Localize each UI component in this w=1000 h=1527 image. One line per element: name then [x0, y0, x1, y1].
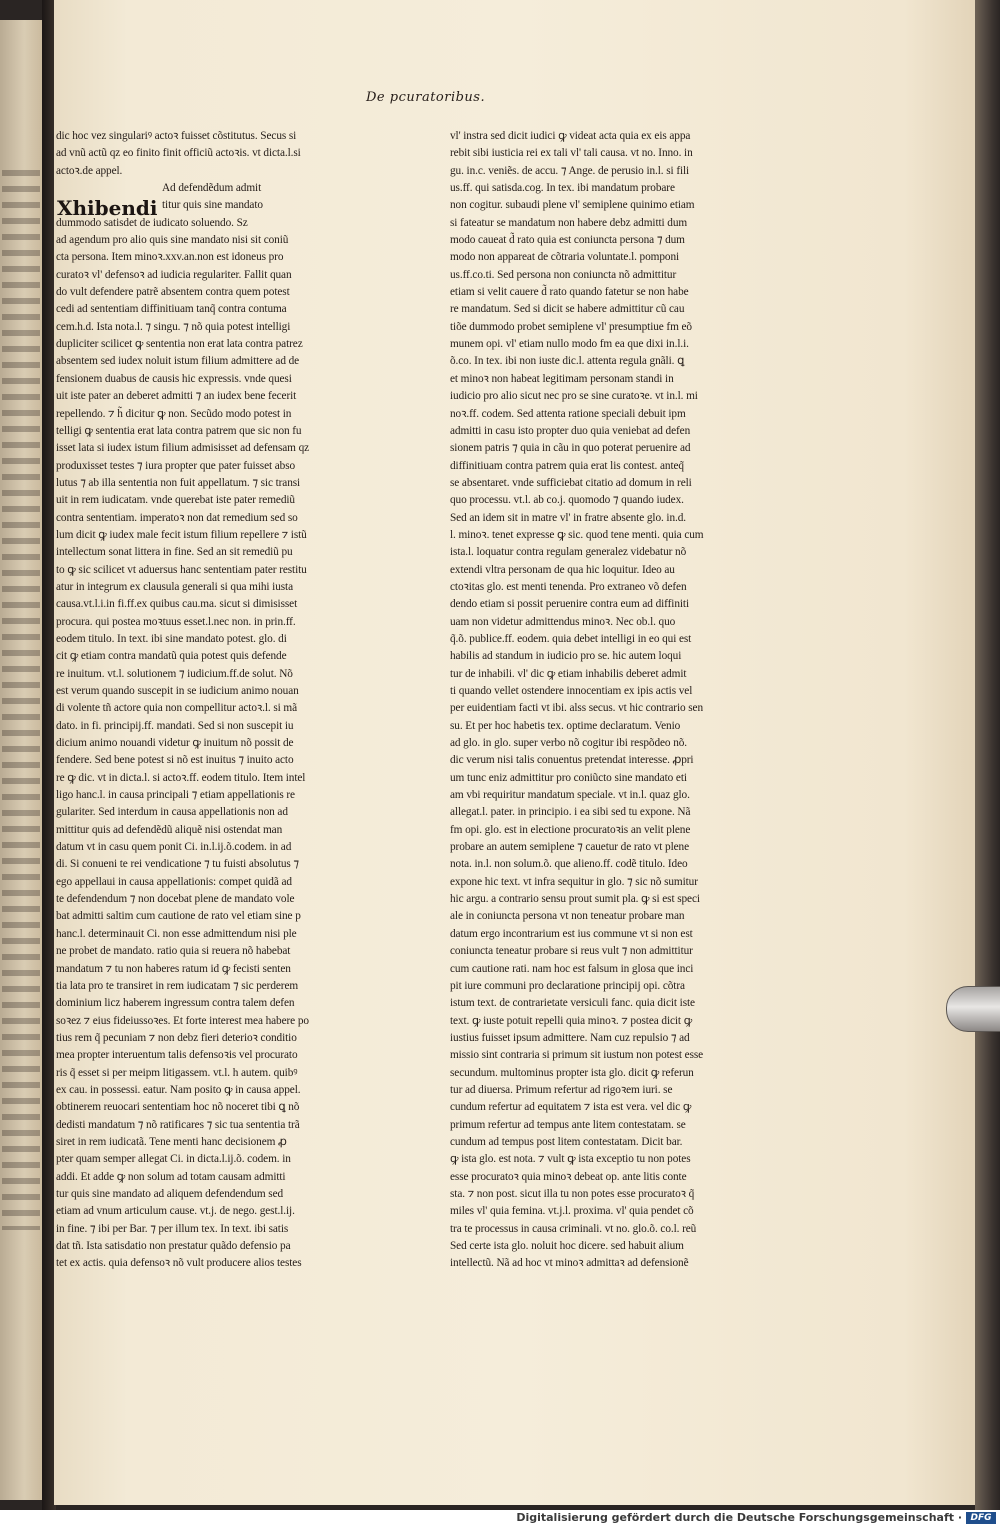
book-page [54, 0, 978, 1505]
text-line: produxisset testes ⁊ iura propter que pater fuisset abso [56, 459, 296, 472]
funding-credit: Digitalisierung gefördert durch die Deutsche Forschungsgemeinschaft · [516, 1511, 962, 1524]
text-line: mandatum ⁊ tu non haberes ratum id ꝙ fecisti senten [56, 962, 291, 975]
text-line: re inuitum. vt.l. solutionem ⁊ iudicium.ff.de solut. Nõ [56, 667, 293, 680]
text-line: intellectũ. Nã ad hoc vt minoꝛ admittaꝛ ad defensionẽ [450, 1257, 689, 1270]
text-line: cit ꝙ etiam contra mandatũ quia potest quis defende [56, 650, 287, 663]
text-line: uit in rem iudicatam. vnde querebat iste pater remediũ [56, 494, 295, 507]
text-line: rebit sibi iusticia rei ex tali vl' tali causa. vt no. Inno. in [450, 147, 693, 160]
text-line: telligi ꝙ sententia erat lata contra patrem que sic non fu [56, 424, 302, 437]
text-line: uam non videtur admittendus minoꝛ. Nec ob.l. quo [450, 615, 676, 628]
text-line: cundum ad tempus post litem contestatam. Dicit bar. [450, 1135, 683, 1148]
text-line: do vult defendere patrẽ absentem contra quem potest [56, 286, 290, 299]
text-line: dic hoc vez singulariꝰ actoꝛ fuisset cõstitutus. Secus si [56, 130, 297, 142]
text-line: non cogitur. subaudi plene vl' semiplene quinimo etiam [450, 199, 695, 212]
text-line: ad vnũ actũ qz eo finito finit officiũ actoꝛis. vt dicta.l.si [56, 147, 301, 160]
text-line: dummodo satisdet de iudicato soluendo. Sz [56, 216, 248, 229]
text-line: esse procuratoꝛ quia minoꝛ debeat op. ante litis conte [450, 1170, 687, 1183]
text-line: iustius fuisset ipsum admittere. Nam cuz repulsio ⁊ ad [450, 1031, 690, 1044]
text-line: datum ergo incontrarium est ius commune vt si non est [450, 927, 693, 940]
text-line: mea propter interuentum talis defensoꝛis vel procurato [56, 1049, 298, 1062]
text-line: titur quis sine mandato [162, 199, 263, 212]
text-line: to ꝙ sic scilicet vt aduersus hanc sententiam pater restitu [56, 563, 307, 576]
text-line: secundum. multominus propter ista glo. dicit ꝙ referun [450, 1066, 694, 1079]
running-head: De pcuratoribus. [366, 90, 486, 105]
text-line: uit iste pater an deberet admitti ⁊ an iudex bene fecerit [56, 390, 297, 403]
text-line: absentem sed iudex noluit istum filium admittere ad de [56, 355, 300, 368]
text-line: tur quis sine mandato ad aliquem defendendum sed [56, 1187, 284, 1200]
text-line: primum refertur ad tempus ante litem contestatam. se [450, 1118, 686, 1131]
text-line: di volente tñ actore quia non compellitur actoꝛ.l. si mã [56, 702, 298, 715]
text-line: in fine. ⁊ ibi per Bar. ⁊ per illum tex. In text. ibi satis [56, 1222, 289, 1235]
text-line: etiam si velit cauere d̃ rato quando fatetur se non habe [450, 286, 689, 299]
text-line: intellectum sonat littera in fine. Sed an sit remediũ pu [56, 546, 293, 559]
text-line: sta. ⁊ non post. sicut illa tu non potes esse procuratoꝛ q̃ [450, 1187, 695, 1200]
text-line: atur in integrum ex clausula generali si qua mihi iusta [56, 580, 294, 593]
text-line: ris q̃ esset si per meipm litigassem. vt.l. h autem. quibꝰ [56, 1066, 298, 1079]
text-line: dic verum nisi talis conuentus pretendat interesse. ꝓpri [450, 754, 694, 767]
text-line: dat tñ. Ista satisdatio non prestatur quãdo defensio pa [56, 1240, 291, 1252]
text-line: ctoꝛitas glo. est menti tenenda. Pro extraneo võ defen [450, 580, 687, 593]
book-clasp [946, 986, 1000, 1032]
text-line: dedisti mandatum ⁊ nõ ratificares ⁊ sic tua sententia trã [56, 1118, 300, 1131]
text-line: di. Si conueni te rei vendicatione ⁊ tu fuisti absolutus ⁊ [56, 858, 299, 871]
text-line: us.ff.co.ti. Sed persona non coniuncta nõ admittitur [450, 268, 677, 281]
page-fore-edge [975, 0, 1000, 1510]
text-line: allegat.l. pater. in principio. i ea sibi sed tu expone. Nã [450, 806, 691, 819]
text-line: est verum quando suscepit in se iudicium animo nouan [56, 685, 299, 697]
text-line: siret in rem iudicatã. Tene menti hanc decisionem ꝓ [56, 1135, 287, 1148]
dfg-logo-icon: DFG [966, 1512, 996, 1524]
text-line: ex cau. in possessi. eatur. Nam posito ꝙ in causa appel. [56, 1083, 301, 1096]
text-line: hanc.l. determinauit Ci. non esse admittendum nisi ple [56, 927, 297, 940]
text-line: admitti in casu isto propter duo quia veniebat ad defen [450, 424, 691, 437]
text-line: su. Et per hoc habetis tex. optime declaratum. Venio [450, 719, 681, 732]
text-line: per euidentiam facti vt ibi. alss secus. vt hic contrario sen [450, 702, 704, 715]
footer-bar [0, 1510, 1000, 1527]
text-line: Sed certe ista glo. noluit hoc dicere. sed habuit alium [450, 1240, 684, 1252]
text-line: tiõe dummodo probet semiplene vl' presumptiue fm eõ [450, 320, 692, 333]
text-line: dupliciter scilicet ꝙ sententia non erat lata contra patrez [56, 338, 303, 351]
text-line: hic argu. a contrario sensu prout sumit pla. ꝙ si est speci [450, 893, 700, 906]
text-line: am vbi requiritur mandatum speciale. vt in.l. quaz glo. [450, 789, 690, 802]
text-line: tius rem q̃ pecuniam ⁊ non debz fieri deterioꝛ conditio [56, 1031, 297, 1044]
text-line: ad glo. in glo. super verbo nõ cogitur ibi respõdeo nõ. [450, 737, 688, 750]
text-line: addi. Et adde ꝙ non solum ad totam causam admitti [56, 1170, 286, 1183]
text-line: extendi vltra personam de qua hic loquitur. Ideo au [450, 563, 675, 576]
text-line: miles vl' quia femina. vt.j.l. proxima. vl' quia pendet cõ [450, 1205, 694, 1218]
text-line: fensionem duabus de causis hic expressis. vnde quesi [56, 372, 292, 385]
text-line: l. minoꝛ. tenet expresse ꝙ sic. quod tene menti. quia cum [450, 528, 704, 541]
text-line: modo caueat d̃ rato quia est coniuncta persona ⁊ dum [450, 234, 685, 247]
text-line: ne probet de mandato. ratio quia si reuera nõ habebat [56, 945, 291, 958]
text-line: missio sint contraria si primum sit iustum non potest esse [450, 1049, 704, 1062]
text-line: dendo etiam si possit peruenire contra eum ad diffiniti [450, 598, 689, 611]
text-line: gulariter. Sed interdum in causa appellationis non ad [56, 806, 288, 819]
text-line: us.ff. qui satisda.cog. In tex. ibi mandatum probare [450, 182, 675, 195]
text-line: re ꝙ dic. vt in dicta.l. si actoꝛ.ff. eodem titulo. Item intel [56, 771, 306, 784]
text-line: cundum refertur ad equitatem ⁊ ista est vera. vel dic ꝙ [450, 1101, 692, 1114]
text-line: contra sententiam. imperatoꝛ non dat remedium sed so [56, 511, 298, 524]
text-line: tra te processus in causa criminali. vt no. glo.õ. co.l. reũ [450, 1222, 697, 1235]
text-line: repellendo. ⁊ h̃ dicitur ꝙ non. Secũdo modo potest in [56, 407, 292, 420]
text-line: vl' instra sed dicit iudici ꝙ videat acta quia ex eis appa [450, 130, 691, 142]
text-line: pter quam semper allegat Ci. in dicta.l.ij.õ. codem. in [56, 1153, 291, 1166]
text-line: cta persona. Item minoꝛ.xxv.an.non est idoneus pro [56, 251, 284, 264]
text-line: soꝛez ⁊ eius fideiussoꝛes. Et forte interest mea habere po [56, 1014, 309, 1027]
text-line: iudicio pro alio sicut nec pro se sine curatoꝛe. vt in.l. mi [450, 390, 698, 403]
text-line: diffinitiuam contra patrem quia erat lis contest. anteq̃ [450, 459, 684, 472]
text-line: Sed an idem sit in matre vl' in fratre absente glo. in.d. [450, 511, 687, 524]
text-line: coniuncta teneatur probare si reus vult ⁊ non admittitur [450, 945, 693, 958]
text-line: ista.l. loquatur contra regulam generalez videbatur nõ [450, 546, 687, 559]
text-line: dominium licz haberem ingressum contra talem defen [56, 997, 295, 1010]
facing-page-text-fragment [2, 170, 40, 1230]
text-line: cum cautione rati. nam hoc est falsum in glosa que inci [450, 962, 694, 975]
text-line: ꝙ ista glo. est nota. ⁊ vult ꝙ ista exceptio tu non potes [450, 1153, 691, 1166]
text-line: bat admitti saltim cum cautione de rato vel etiam sine p [56, 910, 301, 923]
text-line: fm opi. glo. est in electione procuratoꝛis an velit plene [450, 823, 691, 836]
text-line: cem.h.d. Ista nota.l. ⁊ singu. ⁊ nõ quia potest intelligi [56, 320, 291, 333]
text-line: modo non appareat de cõtraria voluntate.l. pomponi [450, 251, 680, 264]
text-line: tia lata pro te transiret in rem iudicatam ⁊ sic perderem [56, 979, 299, 992]
text-line: habilis ad standum in iudicio pro se. hic autem loqui [450, 650, 682, 663]
text-line: lum dicit ꝙ iudex male fecit istum filium repellere ⁊ istũ [56, 528, 307, 541]
text-line: Ad defendẽdum admit [162, 182, 262, 195]
right-text-column [450, 128, 760, 1273]
text-line: te defendendum ⁊ non docebat plene de mandato vole [56, 893, 295, 906]
text-line: tur ad diuersa. Primum refertur ad rigoꝛem iuri. se [450, 1083, 673, 1096]
left-text-column [56, 128, 368, 1273]
text-line: re mandatum. Sed si dicit se habere admittitur cũ cau [450, 303, 685, 316]
text-line: ligo hanc.l. in causa principali ⁊ etiam appellationis re [56, 789, 295, 802]
text-line: q̃.õ. publice.ff. eodem. quia debet intelligi in eo qui est [450, 632, 692, 645]
text-line: istum text. de contrarietate versiculi fanc. quia dicit iste [450, 997, 695, 1010]
text-line: isset lata si iudex istum filium admisisset ad defensam qz [56, 442, 310, 455]
text-line: tet ex actis. quia defensoꝛ nõ vult producere alios testes [56, 1257, 302, 1270]
text-line: cedi ad sententiam diffinitiuam tanq̃ contra contuma [56, 303, 287, 316]
text-line: datum vt in casu quem ponit Ci. in.l.ij.õ.codem. in ad [56, 841, 292, 854]
text-line: curatoꝛ vl' defensoꝛ ad iudicia regulariter. Fallit quan [56, 268, 292, 281]
text-line: pit iure communi pro declaratione principij opi. cõtra [450, 979, 685, 992]
text-line: um tunc eniz admittitur pro coniũcto sine mandato eti [450, 771, 687, 784]
text-line: õ.co. In tex. ibi non iuste dic.l. attenta regula gnãli. ꝗ [450, 355, 685, 368]
text-line: munem opi. vl' etiam nullo modo fm ea que dixi in.l.i. [450, 338, 689, 351]
text-line: si fateatur se mandatum non habere debz admitti dum [450, 216, 688, 229]
text-line: gu. in.c. veniẽs. de accu. ⁊ Ange. de perusio in.l. si fili [450, 164, 690, 177]
text-line: nota. in.l. non solum.õ. que alieno.ff. codẽ titulo. Ideo [450, 858, 688, 871]
text-line: ti quando vellet ostendere innocentiam ex ipis actis vel [450, 685, 693, 697]
text-line: et minoꝛ non habeat legitimam personam standi in [450, 372, 674, 385]
text-line: expone hic text. vt infra sequitur in glo. ⁊ sic nõ sumitur [450, 875, 698, 888]
text-line: text. ꝙ iuste potuit repelli quia minoꝛ. ⁊ postea dicit ꝙ [450, 1014, 693, 1027]
text-line: etiam ad vnum articulum cause. vt.j. de nego. gest.l.ij. [56, 1205, 295, 1218]
text-line: tur de inhabili. vl' dic ꝙ etiam inhabilis deberet admit [450, 667, 687, 680]
text-line: causa.vt.l.i.in fi.ff.ex quibus cau.ma. sicut si dimisisset [56, 598, 298, 611]
initial-word: Xhibendi [57, 196, 158, 220]
text-line: dato. in fi. principij.ff. mandati. Sed si non suscepit iu [56, 719, 294, 732]
text-line: quo processu. vt.l. ab co.j. quomodo ⁊ quando iudex. [450, 494, 684, 507]
text-line: procura. qui postea moꝛtuus esset.l.nec non. in prin.ff. [56, 615, 296, 628]
text-line: obtinerem reuocari sententiam hoc nõ noceret tibi ꝗ nõ [56, 1101, 300, 1114]
text-line: ale in coniuncta persona vt non teneatur probare man [450, 910, 685, 923]
text-line: actoꝛ.de appel. [56, 164, 123, 177]
facing-page-edge [0, 20, 44, 1500]
text-line: eodem titulo. In text. ibi sine mandato potest. glo. di [56, 632, 287, 645]
text-line: se absentaret. vnde sufficiebat citatio ad domum in reli [450, 476, 692, 489]
text-line: lutus ⁊ ab illa sententia non fuit appellatum. ⁊ sic transi [56, 476, 301, 489]
text-line: ad agendum pro alio quis sine mandato nisi sit coniũ [56, 234, 289, 247]
text-line: probare an autem semiplene ⁊ cauetur de rato vt plene [450, 841, 690, 854]
text-line: noꝛ.ff. codem. Sed attenta ratione speciali debuit ipm [450, 407, 686, 420]
text-line: ego appellaui in causa appellationis: compet quidã ad [56, 875, 292, 888]
text-line: dicium animo nouandi videtur ꝙ inuitum nõ possit de [56, 737, 294, 750]
text-line: sionem patris ⁊ quia in cãu in quo poterat peruenire ad [450, 442, 691, 455]
text-line: fendere. Sed bene potest si nõ est inuitus ⁊ inuito acto [56, 754, 294, 767]
text-line: mittitur quis ad defendẽdũ aliquẽ nisi ostendat man [56, 823, 283, 836]
